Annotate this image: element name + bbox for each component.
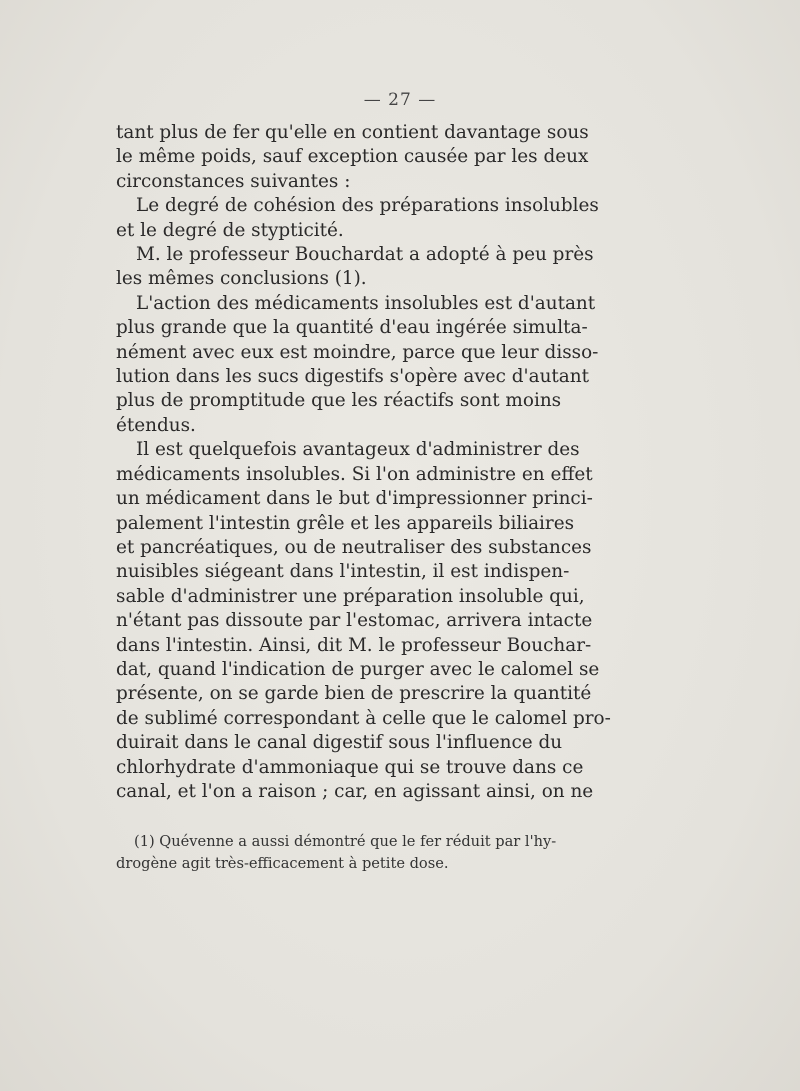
text-line: dat, quand l'indication de purger avec le calomel se (116, 658, 600, 680)
footnote (116, 831, 557, 875)
text-line: de sublimé correspondant à celle que le calomel pro- (116, 707, 611, 729)
text-line: et le degré de stypticité. (116, 219, 344, 241)
body-text (116, 121, 611, 804)
text-line: médicaments insolubles. Si l'on administre en effet (116, 463, 593, 485)
text-line: circonstances suivantes : (116, 170, 351, 192)
text-line: un médicament dans le but d'impressionner princi- (116, 488, 593, 510)
text-line: et pancréatiques, ou de neutraliser des substances (116, 536, 592, 558)
text-line: Le degré de cohésion des préparations insolubles (136, 195, 599, 217)
text-line: chlorhydrate d'ammoniaque qui se trouve dans ce (116, 756, 584, 778)
text-line: duirait dans le canal digestif sous l'influence du (116, 732, 563, 754)
text-line: palement l'intestin grêle et les appareils biliaires (116, 512, 575, 534)
text-line: présente, on se garde bien de prescrire la quantité (116, 683, 592, 705)
text-line: tant plus de fer qu'elle en contient davantage sous (116, 122, 589, 143)
footnote-line: (1) Quévenne a aussi démontré que le fer réduit par l'hy- (134, 833, 557, 850)
text-line: sable d'administrer une préparation insoluble qui, (116, 585, 585, 607)
text-line: lution dans les sucs digestifs s'opère avec d'autant (116, 366, 590, 388)
text-line: dans l'intestin. Ainsi, dit M. le professeur Bouchar- (116, 634, 592, 656)
text-line: M. le professeur Bouchardat a adopté à peu près (136, 244, 594, 266)
text-line: canal, et l'on a raison ; car, en agissant ainsi, on ne (116, 780, 594, 802)
text-line: L'action des médicaments insolubles est d'autant (136, 292, 596, 314)
text-line: plus grande que la quantité d'eau ingérée simulta- (116, 317, 588, 339)
text-line: étendus. (116, 414, 196, 436)
text-line: le même poids, sauf exception causée par les deux (116, 146, 589, 168)
text-line: n'étant pas dissoute par l'estomac, arrivera intacte (116, 610, 593, 632)
text-line: nément avec eux est moindre, parce que leur disso- (116, 341, 599, 363)
text-line: Il est quelquefois avantageux d'administrer des (136, 439, 580, 461)
footnote-line: drogène agit très-efficacement à petite dose. (116, 855, 449, 872)
text-line: les mêmes conclusions (1). (116, 268, 367, 290)
page-number: — 27 — (363, 90, 437, 110)
text-line: nuisibles siégeant dans l'intestin, il est indispen- (116, 561, 570, 583)
text-line: plus de promptitude que les réactifs sont moins (116, 390, 562, 412)
